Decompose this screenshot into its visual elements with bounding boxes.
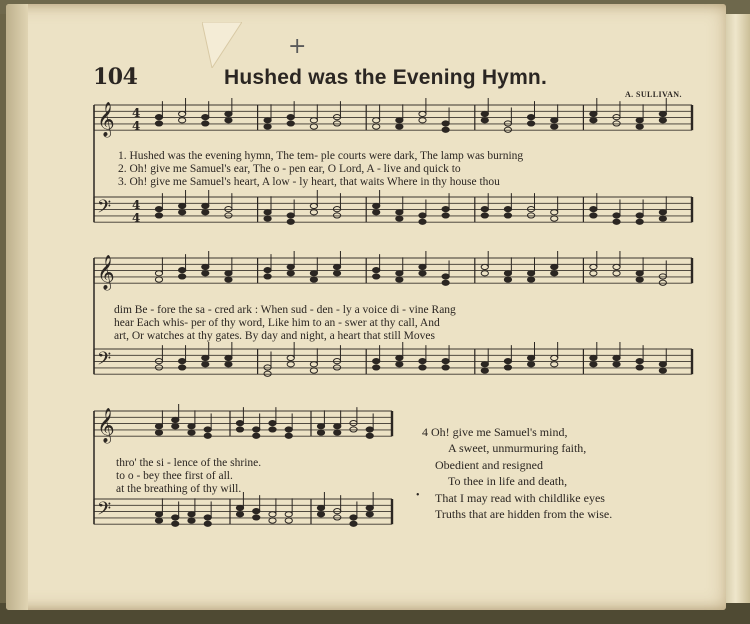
note-head	[204, 515, 211, 520]
note-head	[442, 280, 449, 285]
note-head	[172, 521, 179, 526]
note-head	[285, 512, 292, 517]
note-head	[551, 355, 558, 360]
note-head	[528, 213, 535, 218]
note-head	[285, 518, 292, 523]
bass-clef-icon: 𝄢	[97, 197, 112, 222]
note-head	[155, 424, 162, 429]
note-head	[317, 424, 324, 429]
note-head	[225, 355, 232, 360]
note-head	[204, 433, 211, 438]
note-head	[155, 115, 162, 120]
note-head	[334, 430, 341, 435]
note-head	[155, 207, 162, 212]
note-head	[287, 355, 294, 360]
note-head	[396, 362, 403, 367]
note-head	[202, 115, 209, 120]
note-head	[179, 359, 186, 364]
note-head	[179, 111, 186, 116]
note-head	[504, 271, 511, 276]
note-head	[188, 424, 195, 429]
note-head	[172, 417, 179, 422]
note-head	[373, 268, 380, 273]
treble-clef-icon: 𝄞	[97, 102, 115, 137]
note-head	[396, 271, 403, 276]
note-head	[396, 277, 403, 282]
note-head	[636, 219, 643, 224]
note-head	[269, 518, 276, 523]
note-head	[442, 274, 449, 279]
note-head	[188, 518, 195, 523]
note-head	[504, 359, 511, 364]
note-head	[551, 124, 558, 129]
lyric-line-verse1-part3: thro' the si - lence of the shrine.	[116, 457, 262, 469]
note-head	[481, 362, 488, 367]
lyric-line-verse3-part3: at the breathing of thy will.	[116, 483, 242, 495]
note-head	[179, 268, 186, 273]
pencil-mark: +	[288, 34, 307, 59]
note-head	[202, 271, 209, 276]
note-head	[613, 213, 620, 218]
note-head	[481, 213, 488, 218]
note-head	[590, 264, 597, 269]
note-head	[310, 277, 317, 282]
note-head	[551, 210, 558, 215]
note-head	[590, 271, 597, 276]
note-head	[373, 359, 380, 364]
note-head	[442, 121, 449, 126]
note-head	[590, 118, 597, 123]
note-head	[236, 512, 243, 517]
bass-clef-icon: 𝄢	[97, 499, 112, 524]
note-head	[264, 118, 271, 123]
note-head	[373, 365, 380, 370]
note-head	[659, 210, 666, 215]
note-head	[551, 362, 558, 367]
note-head	[287, 121, 294, 126]
note-head	[287, 219, 294, 224]
note-head	[636, 124, 643, 129]
note-head	[590, 111, 597, 116]
note-head	[310, 118, 317, 123]
note-head	[613, 271, 620, 276]
note-head	[269, 512, 276, 517]
note-head	[317, 505, 324, 510]
note-head	[285, 433, 292, 438]
note-head	[366, 427, 373, 432]
note-head	[179, 365, 186, 370]
note-head	[636, 271, 643, 276]
note-head	[659, 362, 666, 367]
lyric-line-verse2-part3: to o - bey thee first of all.	[116, 470, 233, 482]
note-head	[287, 264, 294, 269]
note-head	[551, 271, 558, 276]
note-head	[366, 433, 373, 438]
note-head	[225, 277, 232, 282]
note-head	[333, 207, 340, 212]
note-head	[179, 118, 186, 123]
note-head	[172, 424, 179, 429]
note-head	[287, 213, 294, 218]
note-head	[202, 210, 209, 215]
note-head	[317, 512, 324, 517]
note-head	[551, 118, 558, 123]
note-head	[442, 213, 449, 218]
note-head	[204, 427, 211, 432]
note-head	[202, 121, 209, 126]
note-head	[636, 365, 643, 370]
note-head	[636, 118, 643, 123]
note-head	[264, 124, 271, 129]
note-head	[659, 118, 666, 123]
note-head	[528, 271, 535, 276]
lyric-line-verse1-part1: 1. Hushed was the evening hymn, The tem- ple courts were dark, The lamp was burning	[118, 150, 524, 162]
note-head	[350, 515, 357, 520]
note-head	[225, 271, 232, 276]
note-head	[419, 219, 426, 224]
verse4-line: That I may read with childlike eyes	[435, 490, 605, 505]
note-head	[442, 127, 449, 132]
note-head	[373, 274, 380, 279]
note-head	[253, 509, 260, 514]
note-head	[504, 207, 511, 212]
note-head	[155, 121, 162, 126]
note-head	[155, 271, 162, 276]
lyric-line-verse3-part2: art, Or watches at thy gates. By day and night, a heart that still Moves	[114, 330, 435, 342]
note-head	[419, 111, 426, 116]
note-head	[528, 362, 535, 367]
verse4-line: 4 Oh! give me Samuel's mind,	[422, 425, 568, 439]
note-head	[504, 277, 511, 282]
note-head	[442, 365, 449, 370]
note-head	[310, 210, 317, 215]
lyric-line-verse3-part1: 3. Oh! give me Samuel's heart, A low - ly heart, that waits Where in thy house thou	[118, 176, 500, 188]
note-head	[396, 118, 403, 123]
note-head	[202, 203, 209, 208]
note-head	[636, 213, 643, 218]
note-head	[236, 505, 243, 510]
note-head	[442, 207, 449, 212]
note-head	[551, 216, 558, 221]
note-head	[528, 355, 535, 360]
note-head	[551, 264, 558, 269]
note-head	[333, 213, 340, 218]
note-head	[287, 271, 294, 276]
note-head	[188, 512, 195, 517]
note-head	[333, 121, 340, 126]
note-head	[590, 362, 597, 367]
verse-4	[422, 424, 612, 522]
note-head	[204, 521, 211, 526]
note-head	[481, 207, 488, 212]
note-head	[264, 274, 271, 279]
note-head	[613, 219, 620, 224]
note-head	[481, 271, 488, 276]
note-head	[236, 421, 243, 426]
note-head	[504, 365, 511, 370]
note-head	[442, 359, 449, 364]
note-head	[350, 521, 357, 526]
note-head	[310, 271, 317, 276]
note-head	[419, 365, 426, 370]
note-head	[396, 210, 403, 215]
note-head	[366, 505, 373, 510]
note-head	[504, 121, 511, 126]
note-head	[636, 359, 643, 364]
note-head	[225, 213, 232, 218]
note-head	[155, 277, 162, 282]
time-signature: 4	[132, 211, 141, 225]
note-head	[225, 118, 232, 123]
composer-credit: A. SULLIVAN.	[625, 90, 682, 99]
note-head	[528, 277, 535, 282]
note-head	[528, 121, 535, 126]
treble-clef-icon: 𝄞	[97, 255, 115, 290]
note-head	[419, 213, 426, 218]
note-head	[333, 271, 340, 276]
note-head	[269, 421, 276, 426]
note-head	[419, 118, 426, 123]
note-head	[528, 207, 535, 212]
note-head	[287, 115, 294, 120]
note-head	[317, 430, 324, 435]
note-head	[253, 427, 260, 432]
treble-clef-icon: 𝄞	[97, 408, 115, 443]
note-head	[396, 124, 403, 129]
note-head	[481, 264, 488, 269]
ink-dot: •	[416, 490, 420, 501]
note-head	[613, 355, 620, 360]
lyric-line-verse2-part1: 2. Oh! give me Samuel's ear, The o - pen ear, O Lord, A - live and quick to	[118, 163, 461, 175]
song-title: Hushed was the Evening Hymn.	[224, 66, 547, 89]
note-head	[264, 268, 271, 273]
page-number: 104	[93, 64, 138, 90]
note-head	[659, 111, 666, 116]
note-head	[225, 111, 232, 116]
time-signature: 4	[132, 198, 141, 212]
note-head	[504, 213, 511, 218]
note-head	[659, 368, 666, 373]
verse4-line: Truths that are hidden from the wise.	[435, 507, 613, 522]
note-head	[334, 424, 341, 429]
note-head	[373, 203, 380, 208]
note-head	[481, 111, 488, 116]
note-head	[253, 515, 260, 520]
verse4-line: To thee in life and death,	[448, 474, 568, 489]
note-head	[236, 427, 243, 432]
note-head	[613, 362, 620, 367]
verse4-line: Obedient and resigned	[435, 457, 543, 472]
note-head	[155, 512, 162, 517]
time-signature: 4	[132, 119, 141, 133]
note-head	[396, 355, 403, 360]
note-head	[310, 203, 317, 208]
bass-clef-icon: 𝄢	[97, 349, 112, 374]
note-head	[225, 207, 232, 212]
lyric-line-verse1-part2: dim Be - fore the sa - cred ark : When sud - den - ly a voice di - vine Rang	[114, 304, 456, 316]
note-head	[310, 362, 317, 367]
note-head	[333, 264, 340, 269]
note-head	[590, 213, 597, 218]
note-head	[287, 362, 294, 367]
note-head	[636, 277, 643, 282]
note-head	[179, 210, 186, 215]
note-head	[481, 368, 488, 373]
note-head	[264, 216, 271, 221]
note-head	[202, 264, 209, 269]
note-head	[590, 355, 597, 360]
note-head	[202, 362, 209, 367]
note-head	[179, 203, 186, 208]
note-head	[528, 115, 535, 120]
note-head	[659, 216, 666, 221]
note-head	[188, 430, 195, 435]
note-head	[264, 210, 271, 215]
note-head	[613, 121, 620, 126]
note-head	[155, 213, 162, 218]
note-head	[155, 430, 162, 435]
note-head	[310, 124, 317, 129]
note-head	[172, 515, 179, 520]
note-head	[396, 216, 403, 221]
note-head	[202, 355, 209, 360]
note-head	[253, 433, 260, 438]
note-head	[310, 368, 317, 373]
note-head	[179, 274, 186, 279]
note-head	[269, 427, 276, 432]
note-head	[590, 207, 597, 212]
note-head	[366, 512, 373, 517]
note-head	[419, 264, 426, 269]
verse4-line: A sweet, unmurmuring faith,	[448, 441, 587, 456]
lyric-line-verse2-part2: hear Each whis- per of thy word, Like him to an - swer at thy call, And	[114, 317, 440, 329]
time-signature: 4	[132, 106, 141, 120]
note-head	[285, 427, 292, 432]
note-head	[613, 264, 620, 269]
note-head	[373, 210, 380, 215]
note-head	[419, 271, 426, 276]
note-head	[419, 359, 426, 364]
note-head	[373, 118, 380, 123]
note-head	[373, 124, 380, 129]
note-head	[225, 362, 232, 367]
note-head	[481, 118, 488, 123]
note-head	[155, 518, 162, 523]
